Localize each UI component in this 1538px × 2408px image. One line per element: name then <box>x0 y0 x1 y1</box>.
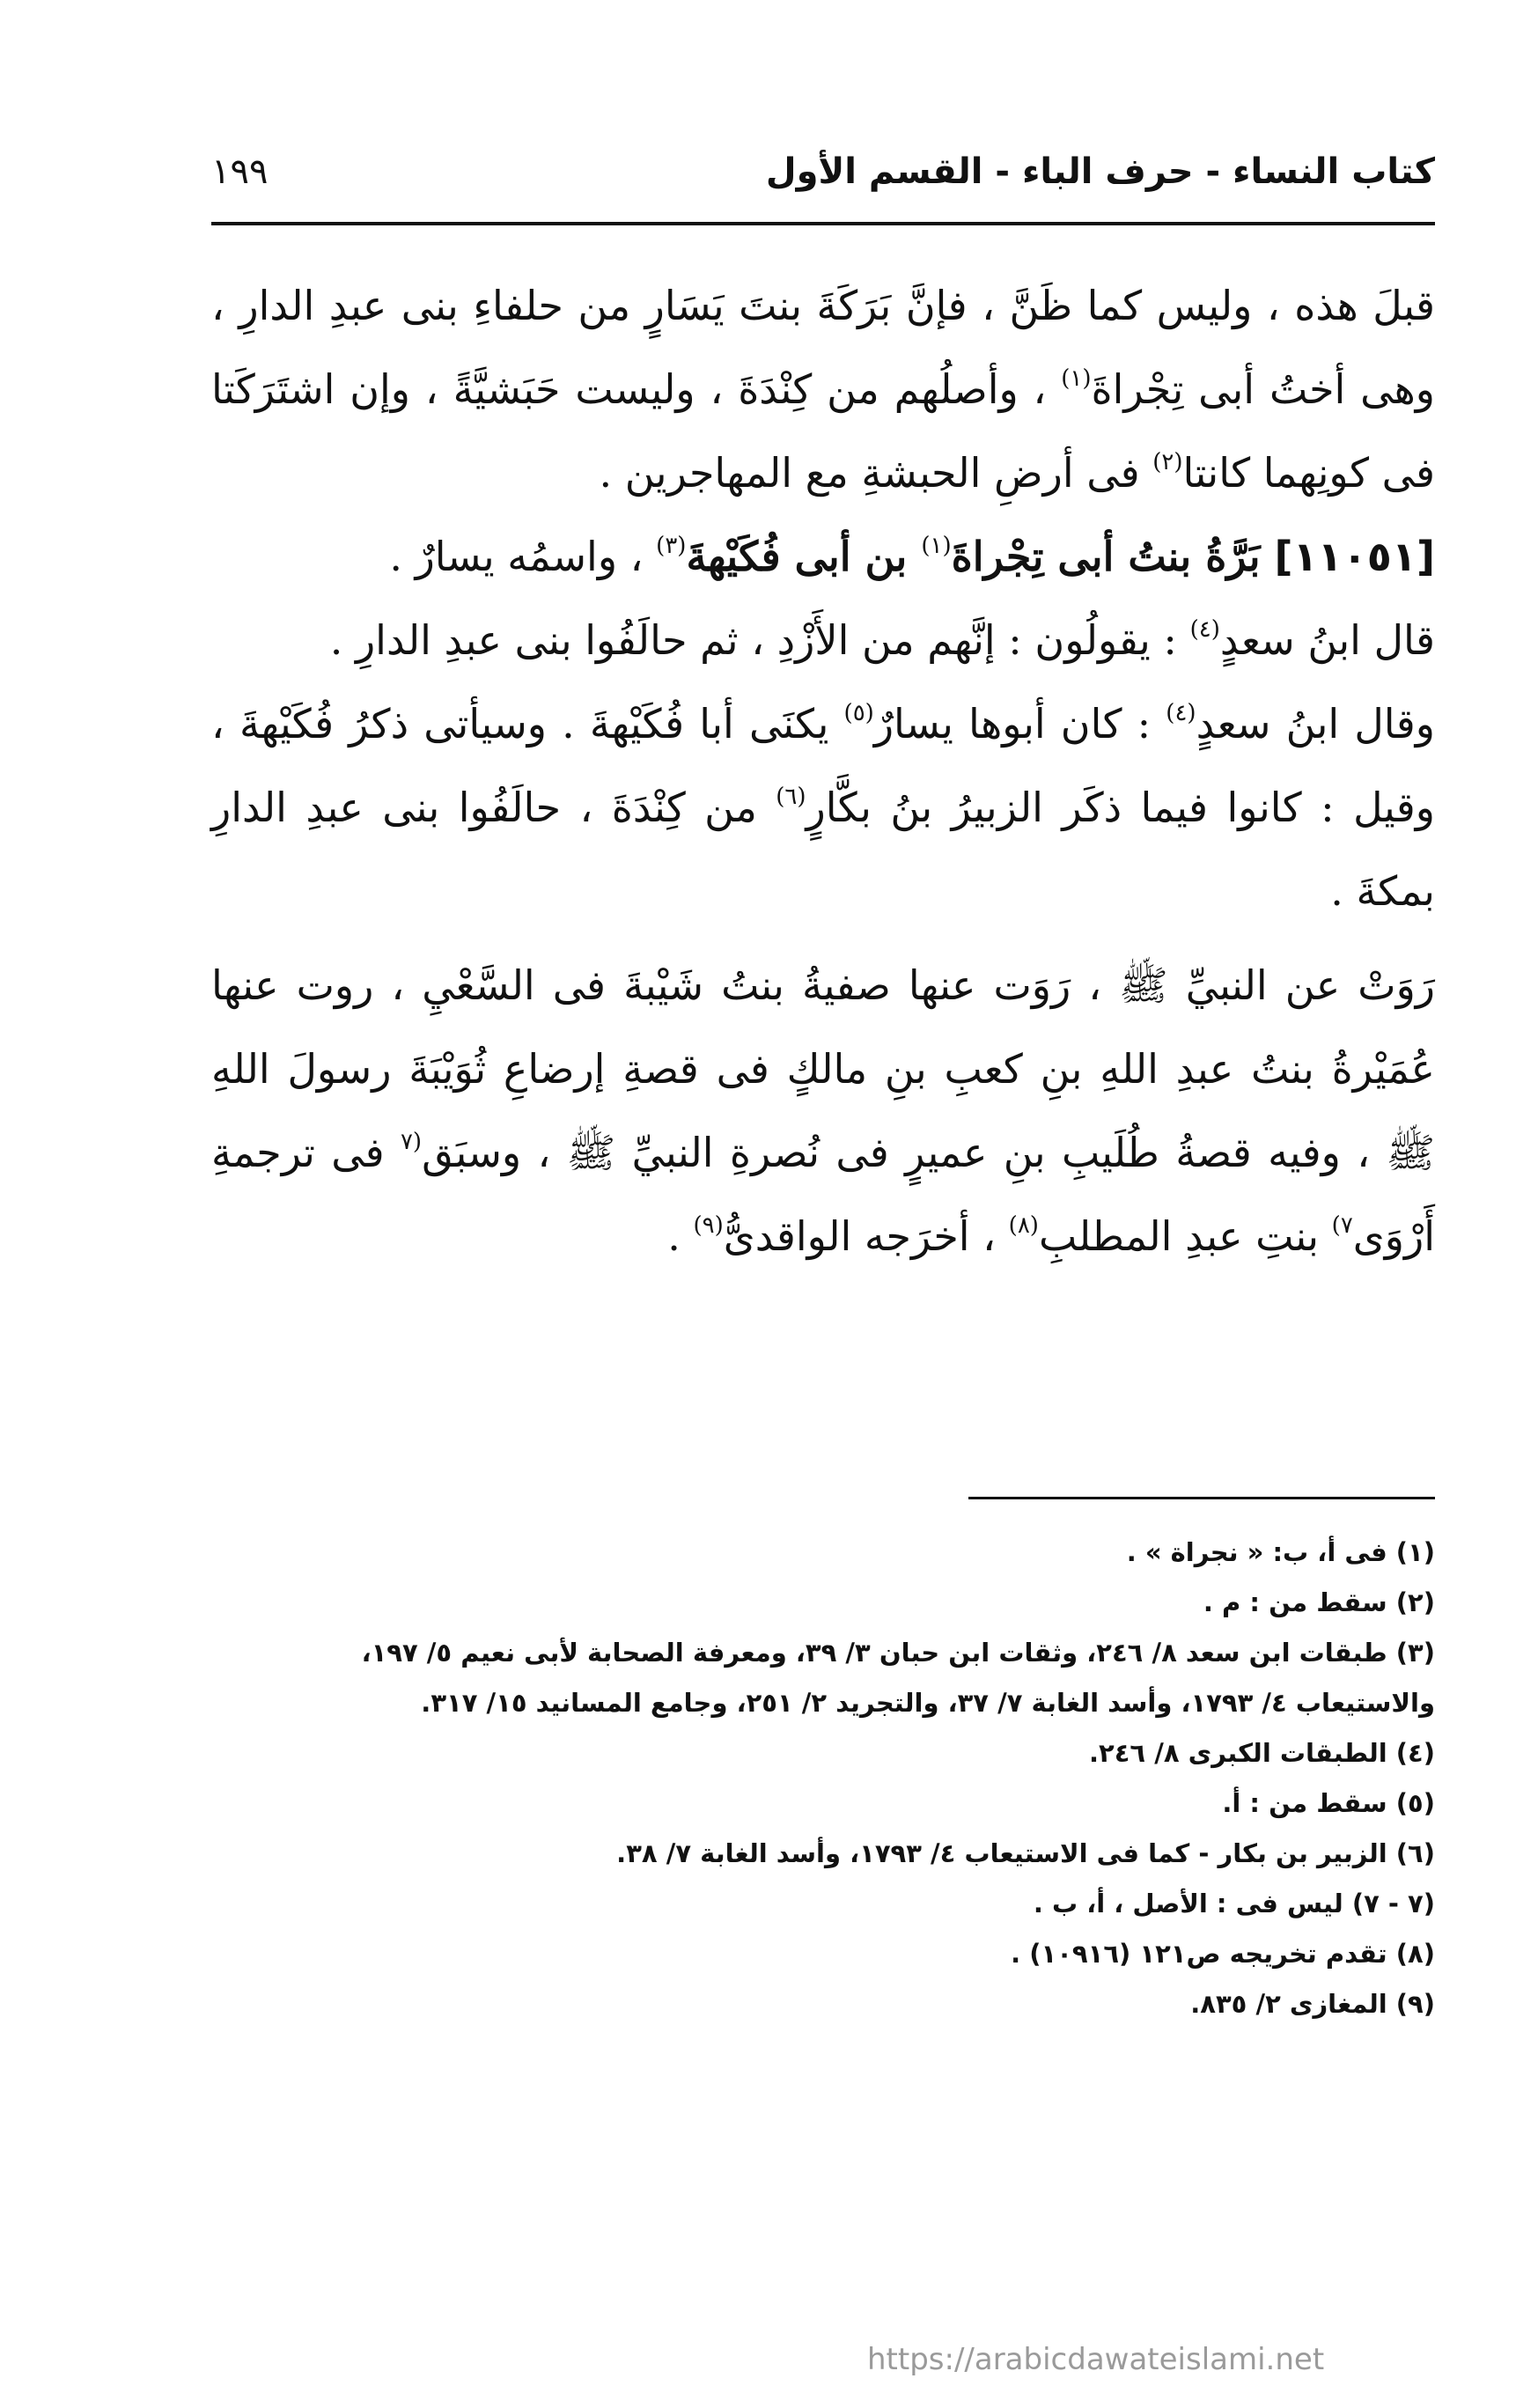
footnote-marker: (٦) <box>776 784 806 810</box>
footnote-4: (٤) الطبقات الكبرى ٨/ ٢٤٦. <box>1088 1738 1435 1768</box>
footnote-8: (٨) تقدم تخريجه ص١٢١ (١٠٩١٦) . <box>1011 1939 1435 1969</box>
footnote-marker: (٥) <box>843 700 874 726</box>
main-text <box>211 264 1435 1278</box>
page-header <box>211 145 1435 207</box>
watermark: https://arabicdawateislami.net <box>867 2342 1325 2377</box>
paragraph-3: وقال ابنُ سعدٍ$^{(٤)}$ : كان أبوها يسارٌ$^{(٥)}$ يكنَى أبا فُكَيْهةَ . وسيأتى ذكرُ فُكَيْهةَ ، وقيل : كانوا فيما ذكَر الزبيرُ بنُ بكَّارٍ$^{(٦)}$ من كِنْدَةَ ، حالَفُوا بنى عبدِ الدارِ بمكةَ . <box>211 700 1435 915</box>
footnote-marker: (٧ <box>400 1129 423 1155</box>
footnote-marker: (٤) <box>1189 616 1220 643</box>
footnote-marker: (٤) <box>1166 700 1196 726</box>
entry-number: [١١٠٥١] <box>1274 533 1435 580</box>
footnote-marker: (٩) <box>693 1212 724 1239</box>
footnote-9: (٩) المغازى ٢/ ٨٣٥. <box>1190 1989 1435 2019</box>
footnote-7: (٧ - ٧) ليس فى : الأصل ، أ، ب . <box>1033 1889 1435 1918</box>
footnote-2: (٢) سقط من : م . <box>1203 1587 1435 1617</box>
header-divider <box>211 222 1435 225</box>
paragraph-2: قال ابنُ سعدٍ$^{(٤)}$ : يقولُون : إنَّهم من الأَزْدِ ، ثم حالَفُوا بنى عبدِ الدارِ . <box>329 616 1435 664</box>
footnote-marker: (١) <box>921 533 952 559</box>
page-number: ١٩٩ <box>211 151 269 192</box>
footnote-marker: (٢) <box>1152 449 1183 475</box>
page-title: كتاب النساء - حرف الباء - القسم الأول <box>765 151 1435 192</box>
footnotes <box>211 1528 1435 2029</box>
footnote-marker: (٨) <box>1008 1212 1039 1239</box>
paragraph-1: قبلَ هذه ، وليس كما ظَنَّ ، فإنَّ بَرَكَةَ بنتَ يَسَارٍ من حلفاءِ بنى عبدِ الدارِ ، وهى أختُ أبى تِجْراةَ$^{(١)}$ ، وأصلُهم من كِنْدَةَ ، وليست حَبَشيَّةً ، وإن اشتَرَكَتا فى كونِهما كانتا$^{(٢)}$ فى أرضِ الحبشةِ مع المهاجرين . <box>211 282 1435 497</box>
footnote-3: (٣) طبقات ابن سعد ٨/ ٢٤٦، وثقات ابن حبان ٣/ ٣٩، ومعرفة الصحابة لأبى نعيم ٥/ ١٩٧، <box>361 1638 1435 1668</box>
footnote-1: (١) فى أ، ب: « نجراة » . <box>1126 1537 1435 1567</box>
footnote-3-continued: والاستيعاب ٤/ ١٧٩٣، وأسد الغابة ٧/ ٣٧، والتجريد ٢/ ٢٥١، وجامع المسانيد ١٥/ ٣١٧. <box>421 1688 1435 1718</box>
entry-name: بَرَّةُ بنتُ أبى تِجْراةَ <box>951 533 1275 580</box>
footnote-marker: ٧) <box>1331 1212 1353 1239</box>
footnote-marker: (٣) <box>656 533 687 559</box>
paragraph-4: رَوَتْ عن النبيِّ ﷺ ، رَوَت عنها صفيةُ بنتُ شَيْبةَ فى السَّعْيِ ، روت عنها عُمَيْرةُ بنتُ عبدِ اللهِ بنِ كعبِ بنِ مالكٍ فى قصةِ إرضاعِ ثُوَيْبَةَ رسولَ اللهِ ﷺ ، وفيه قصةُ طُلَيبِ بنِ عميرٍ فى نُصرةِ النبيِّ ﷺ ، وسبَق$^{(٧}$ فى ترجمةِ أَرْوَى$^{٧)}$ بنتِ عبدِ المطلبِ$^{(٨)}$ ، أخرَجه الواقدىُّ$^{(٩)}$ . <box>211 961 1436 1260</box>
footnote-6: (٦) الزبير بن بكار - كما فى الاستيعاب ٤/ ١٧٩٣، وأسد الغابة ٧/ ٣٨. <box>616 1838 1435 1868</box>
entry-heading: [١١٠٥١] بَرَّةُ بنتُ أبى تِجْراةَ$^{(١)}$ بن أبى فُكَيْهةَ$^{(٣)}$ ، واسمُه يسارٌ . <box>389 533 1435 580</box>
footnote-divider <box>968 1497 1435 1499</box>
footnote-5: (٥) سقط من : أ. <box>1222 1788 1435 1818</box>
footnote-marker: (١) <box>1061 365 1092 392</box>
